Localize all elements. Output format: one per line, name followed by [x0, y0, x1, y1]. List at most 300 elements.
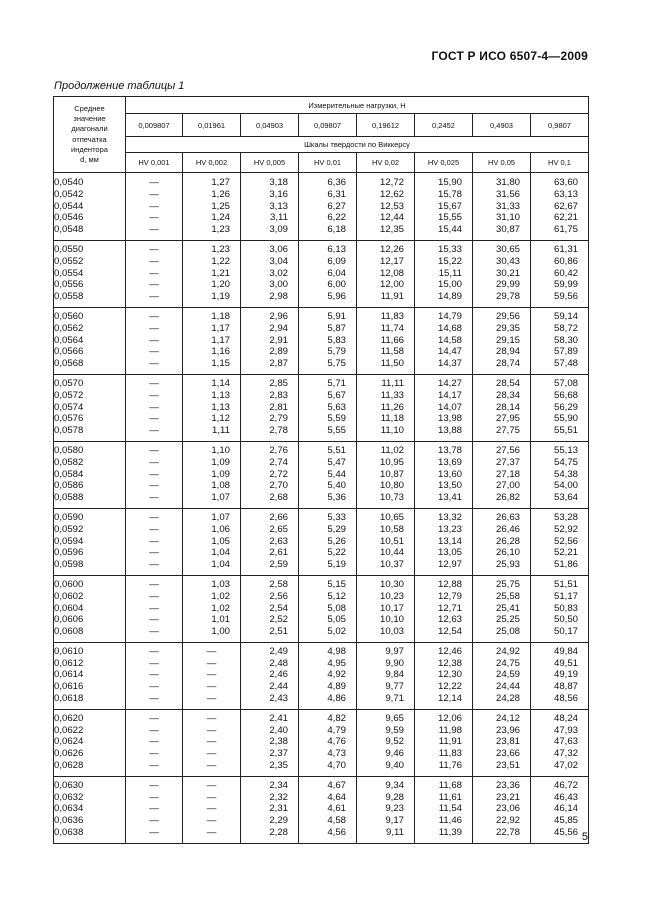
- hardness-cell: 6,00: [299, 279, 357, 291]
- table-header: [54, 97, 589, 173]
- hardness-cell: —: [126, 390, 183, 402]
- hardness-cell: 10,03: [357, 626, 415, 642]
- hardness-cell: 47,63: [531, 736, 589, 748]
- scale-header: HV 0,05: [473, 153, 531, 173]
- hardness-cell: 9,23: [357, 803, 415, 815]
- hardness-cell: 2,43: [241, 693, 299, 709]
- diagonal-cell: 0,0578: [54, 425, 126, 441]
- hardness-cell: —: [126, 614, 183, 626]
- diagonal-cell: 0,0586: [54, 480, 126, 492]
- hardness-cell: —: [183, 803, 241, 815]
- diagonal-cell: 0,0610: [54, 642, 126, 657]
- hardness-cell: 2,56: [241, 591, 299, 603]
- hardness-cell: 4,79: [299, 725, 357, 737]
- hardness-cell: 1,06: [183, 524, 241, 536]
- hardness-cell: 12,38: [415, 658, 473, 670]
- hardness-cell: 2,49: [241, 642, 299, 657]
- hardness-cell: 2,46: [241, 669, 299, 681]
- hardness-cell: 12,97: [415, 559, 473, 575]
- diagonal-header-line: d, мм: [80, 154, 99, 164]
- hardness-cell: 28,74: [473, 358, 531, 374]
- hardness-cell: 29,99: [473, 279, 531, 291]
- hardness-cell: 2,65: [241, 524, 299, 536]
- table-row: [54, 469, 589, 481]
- hardness-cell: 56,29: [531, 402, 589, 414]
- diagonal-header-line: Среднее: [74, 103, 105, 113]
- table-row: [54, 603, 589, 615]
- hardness-cell: 9,84: [357, 669, 415, 681]
- hardness-cell: 31,56: [473, 189, 531, 201]
- hardness-cell: 9,46: [357, 748, 415, 760]
- hardness-cell: 2,70: [241, 480, 299, 492]
- hardness-cell: 4,92: [299, 669, 357, 681]
- table-row: [54, 240, 589, 255]
- diagonal-cell: 0,0552: [54, 256, 126, 268]
- hardness-cell: 59,99: [531, 279, 589, 291]
- hardness-cell: —: [126, 603, 183, 615]
- scale-header: HV 0,001: [126, 153, 183, 173]
- hardness-cell: 1,20: [183, 279, 241, 291]
- hardness-cell: 24,59: [473, 669, 531, 681]
- hardness-cell: —: [126, 441, 183, 456]
- hardness-cell: 12,88: [415, 575, 473, 590]
- hardness-cell: 62,21: [531, 212, 589, 224]
- hardness-cell: 23,66: [473, 748, 531, 760]
- diagonal-cell: 0,0622: [54, 725, 126, 737]
- table-row: [54, 725, 589, 737]
- diagonal-cell: 0,0638: [54, 827, 126, 843]
- hardness-cell: 25,93: [473, 559, 531, 575]
- hardness-cell: —: [126, 256, 183, 268]
- hardness-cell: —: [126, 413, 183, 425]
- diagonal-cell: 0,0540: [54, 177, 126, 189]
- table-row: [54, 425, 589, 441]
- diagonal-cell: 0,0560: [54, 307, 126, 322]
- hardness-cell: 5,67: [299, 390, 357, 402]
- table-row: [54, 492, 589, 508]
- row-group: [54, 374, 589, 441]
- hardness-cell: —: [126, 469, 183, 481]
- hardness-cell: 5,91: [299, 307, 357, 322]
- table-row: [54, 413, 589, 425]
- hardness-cell: 60,42: [531, 268, 589, 280]
- hardness-cell: 11,54: [415, 803, 473, 815]
- hardness-cell: 3,11: [241, 212, 299, 224]
- table-row: [54, 792, 589, 804]
- hardness-cell: 47,02: [531, 760, 589, 776]
- hardness-cell: 14,89: [415, 291, 473, 307]
- hardness-cell: 1,15: [183, 358, 241, 374]
- table-row: [54, 776, 589, 791]
- diagonal-cell: 0,0564: [54, 335, 126, 347]
- hardness-cell: 1,07: [183, 508, 241, 523]
- hardness-cell: 1,14: [183, 374, 241, 389]
- hardness-cell: 1,23: [183, 240, 241, 255]
- hardness-cell: —: [126, 693, 183, 709]
- hardness-cell: 4,61: [299, 803, 357, 815]
- hardness-cell: 11,91: [415, 736, 473, 748]
- hardness-cell: 12,30: [415, 669, 473, 681]
- hardness-cell: 5,33: [299, 508, 357, 523]
- hardness-cell: 9,77: [357, 681, 415, 693]
- diagonal-cell: 0,0616: [54, 681, 126, 693]
- diagonal-cell: 0,0542: [54, 189, 126, 201]
- hardness-cell: 13,23: [415, 524, 473, 536]
- hardness-cell: —: [183, 827, 241, 843]
- hardness-cell: 11,68: [415, 776, 473, 791]
- hardness-cell: 14,27: [415, 374, 473, 389]
- hardness-cell: —: [126, 709, 183, 724]
- hardness-cell: 51,86: [531, 559, 589, 575]
- hardness-cell: 25,08: [473, 626, 531, 642]
- hardness-cell: 12,22: [415, 681, 473, 693]
- hardness-cell: —: [126, 725, 183, 737]
- hardness-cell: 31,10: [473, 212, 531, 224]
- hardness-cell: 5,26: [299, 536, 357, 548]
- diagonal-cell: 0,0594: [54, 536, 126, 548]
- hardness-cell: 3,09: [241, 224, 299, 240]
- hardness-cell: 14,07: [415, 402, 473, 414]
- hardness-cell: 6,22: [299, 212, 357, 224]
- hardness-cell: 60,86: [531, 256, 589, 268]
- hardness-cell: 12,26: [357, 240, 415, 255]
- hardness-cell: 1,11: [183, 425, 241, 441]
- hardness-cell: 63,13: [531, 189, 589, 201]
- hardness-cell: 9,90: [357, 658, 415, 670]
- hardness-cell: —: [126, 508, 183, 523]
- hardness-cell: 53,64: [531, 492, 589, 508]
- hardness-cell: 3,04: [241, 256, 299, 268]
- hardness-cell: —: [183, 815, 241, 827]
- hardness-cell: 1,01: [183, 614, 241, 626]
- hardness-cell: —: [183, 760, 241, 776]
- hardness-cell: 48,56: [531, 693, 589, 709]
- hardness-cell: 14,37: [415, 358, 473, 374]
- hardness-cell: 52,56: [531, 536, 589, 548]
- hardness-cell: 1,04: [183, 547, 241, 559]
- hardness-cell: 2,40: [241, 725, 299, 737]
- diagonal-cell: 0,0544: [54, 201, 126, 213]
- row-group: [54, 508, 589, 575]
- hardness-cell: —: [126, 626, 183, 642]
- table-row: [54, 748, 589, 760]
- hardness-cell: 26,46: [473, 524, 531, 536]
- hardness-cell: —: [126, 736, 183, 748]
- hardness-cell: —: [126, 547, 183, 559]
- hardness-cell: 24,92: [473, 642, 531, 657]
- document-header: ГОСТ Р ИСО 6507-4—2009: [431, 49, 588, 63]
- hardness-cell: 12,14: [415, 693, 473, 709]
- hardness-cell: 47,93: [531, 725, 589, 737]
- hardness-cell: 12,79: [415, 591, 473, 603]
- hardness-cell: 13,60: [415, 469, 473, 481]
- hardness-cell: 26,82: [473, 492, 531, 508]
- hardness-cell: 12,08: [357, 268, 415, 280]
- scales-row: [54, 153, 589, 173]
- hardness-cell: 2,32: [241, 792, 299, 804]
- hardness-cell: 13,41: [415, 492, 473, 508]
- load-value-header: 0,009807: [126, 114, 183, 137]
- hardness-cell: 27,95: [473, 413, 531, 425]
- hardness-cell: 26,28: [473, 536, 531, 548]
- table-row: [54, 189, 589, 201]
- hardness-cell: 1,12: [183, 413, 241, 425]
- hardness-cell: 27,00: [473, 480, 531, 492]
- table-row: [54, 224, 589, 240]
- row-group: [54, 642, 589, 709]
- hardness-cell: 2,38: [241, 736, 299, 748]
- hardness-cell: —: [126, 177, 183, 189]
- hardness-cell: 2,63: [241, 536, 299, 548]
- hardness-cell: 29,35: [473, 323, 531, 335]
- diagonal-cell: 0,0588: [54, 492, 126, 508]
- diagonal-cell: 0,0554: [54, 268, 126, 280]
- hardness-cell: 58,30: [531, 335, 589, 347]
- diagonal-cell: 0,0550: [54, 240, 126, 255]
- hardness-cell: 12,54: [415, 626, 473, 642]
- scale-header: HV 0,1: [531, 153, 589, 173]
- hardness-cell: 5,75: [299, 358, 357, 374]
- table-row: [54, 669, 589, 681]
- hardness-cell: 49,19: [531, 669, 589, 681]
- loads-header: Измерительные нагрузки, Н: [126, 97, 589, 114]
- hardness-cell: 50,83: [531, 603, 589, 615]
- hardness-cell: 1,09: [183, 457, 241, 469]
- hardness-cell: 1,08: [183, 480, 241, 492]
- hardness-cell: 15,33: [415, 240, 473, 255]
- hardness-cell: 2,74: [241, 457, 299, 469]
- hardness-cell: 9,52: [357, 736, 415, 748]
- hardness-cell: 5,83: [299, 335, 357, 347]
- hardness-cell: 10,58: [357, 524, 415, 536]
- table-row: [54, 402, 589, 414]
- hardness-cell: 5,15: [299, 575, 357, 590]
- hardness-cell: 27,18: [473, 469, 531, 481]
- hardness-cell: 13,98: [415, 413, 473, 425]
- hardness-cell: 14,79: [415, 307, 473, 322]
- diagonal-cell: 0,0614: [54, 669, 126, 681]
- hardness-cell: —: [126, 307, 183, 322]
- diagonal-cell: 0,0576: [54, 413, 126, 425]
- hardness-cell: 10,17: [357, 603, 415, 615]
- hardness-cell: 11,98: [415, 725, 473, 737]
- table-row: [54, 575, 589, 590]
- diagonal-cell: 0,0608: [54, 626, 126, 642]
- hardness-cell: 54,75: [531, 457, 589, 469]
- hardness-cell: 1,18: [183, 307, 241, 322]
- hardness-cell: 5,29: [299, 524, 357, 536]
- hardness-cell: 10,23: [357, 591, 415, 603]
- hardness-cell: —: [183, 748, 241, 760]
- hardness-cell: 28,54: [473, 374, 531, 389]
- hardness-cell: 13,32: [415, 508, 473, 523]
- hardness-cell: 62,67: [531, 201, 589, 213]
- hardness-cell: 1,24: [183, 212, 241, 224]
- diagonal-cell: 0,0612: [54, 658, 126, 670]
- hardness-cell: 11,02: [357, 441, 415, 456]
- diagonal-cell: 0,0566: [54, 346, 126, 358]
- row-group: [54, 307, 589, 374]
- diagonal-cell: 0,0546: [54, 212, 126, 224]
- hardness-cell: —: [183, 725, 241, 737]
- hardness-cell: 50,17: [531, 626, 589, 642]
- hardness-cell: 13,78: [415, 441, 473, 456]
- diagonal-cell: 0,0562: [54, 323, 126, 335]
- hardness-cell: —: [126, 642, 183, 657]
- hardness-cell: 3,13: [241, 201, 299, 213]
- hardness-cell: 25,75: [473, 575, 531, 590]
- hardness-cell: 9,28: [357, 792, 415, 804]
- row-group: [54, 177, 589, 240]
- hardness-cell: 15,00: [415, 279, 473, 291]
- hardness-cell: 1,22: [183, 256, 241, 268]
- hardness-cell: 51,51: [531, 575, 589, 590]
- hardness-cell: 10,73: [357, 492, 415, 508]
- hardness-cell: —: [126, 323, 183, 335]
- hardness-cell: 2,83: [241, 390, 299, 402]
- hardness-cell: 5,08: [299, 603, 357, 615]
- hardness-cell: —: [126, 748, 183, 760]
- hardness-cell: —: [126, 268, 183, 280]
- diagonal-cell: 0,0570: [54, 374, 126, 389]
- hardness-cell: 48,24: [531, 709, 589, 724]
- hardness-cell: 9,65: [357, 709, 415, 724]
- load-value-header: 0,09807: [299, 114, 357, 137]
- table-row: [54, 441, 589, 456]
- hardness-table: [53, 96, 589, 844]
- hardness-cell: 11,11: [357, 374, 415, 389]
- hardness-cell: 27,56: [473, 441, 531, 456]
- hardness-cell: 10,10: [357, 614, 415, 626]
- hardness-cell: 12,44: [357, 212, 415, 224]
- hardness-cell: 50,50: [531, 614, 589, 626]
- hardness-cell: 1,23: [183, 224, 241, 240]
- hardness-cell: 5,71: [299, 374, 357, 389]
- hardness-cell: 55,51: [531, 425, 589, 441]
- table-row: [54, 736, 589, 748]
- diagonal-cell: 0,0574: [54, 402, 126, 414]
- diagonal-header-line: отпечатка: [72, 134, 107, 144]
- hardness-cell: 14,58: [415, 335, 473, 347]
- hardness-cell: 61,75: [531, 224, 589, 240]
- hardness-cell: 11,83: [357, 307, 415, 322]
- hardness-cell: 1,25: [183, 201, 241, 213]
- hardness-cell: 6,36: [299, 177, 357, 189]
- hardness-cell: 1,02: [183, 591, 241, 603]
- hardness-cell: 2,52: [241, 614, 299, 626]
- table-row: [54, 201, 589, 213]
- hardness-cell: 4,58: [299, 815, 357, 827]
- hardness-cell: 11,46: [415, 815, 473, 827]
- hardness-cell: —: [183, 642, 241, 657]
- hardness-cell: 23,06: [473, 803, 531, 815]
- table-row: [54, 374, 589, 389]
- hardness-cell: 2,96: [241, 307, 299, 322]
- hardness-cell: 2,98: [241, 291, 299, 307]
- hardness-cell: 10,30: [357, 575, 415, 590]
- hardness-cell: 2,35: [241, 760, 299, 776]
- hardness-cell: 2,68: [241, 492, 299, 508]
- table-row: [54, 335, 589, 347]
- hardness-cell: 3,16: [241, 189, 299, 201]
- hardness-cell: 12,06: [415, 709, 473, 724]
- table-row: [54, 212, 589, 224]
- hardness-cell: 54,00: [531, 480, 589, 492]
- hardness-cell: —: [126, 279, 183, 291]
- hardness-cell: 57,89: [531, 346, 589, 358]
- hardness-cell: 30,43: [473, 256, 531, 268]
- hardness-cell: 2,41: [241, 709, 299, 724]
- table-row: [54, 803, 589, 815]
- hardness-cell: 63,60: [531, 177, 589, 189]
- hardness-cell: 12,53: [357, 201, 415, 213]
- hardness-cell: 12,00: [357, 279, 415, 291]
- hardness-cell: —: [126, 591, 183, 603]
- table-row: [54, 524, 589, 536]
- hardness-cell: 25,58: [473, 591, 531, 603]
- hardness-cell: 13,14: [415, 536, 473, 548]
- hardness-cell: 15,22: [415, 256, 473, 268]
- hardness-cell: 1,16: [183, 346, 241, 358]
- hardness-cell: 6,09: [299, 256, 357, 268]
- hardness-cell: —: [126, 760, 183, 776]
- table-row: [54, 658, 589, 670]
- hardness-cell: 2,78: [241, 425, 299, 441]
- diagonal-cell: 0,0598: [54, 559, 126, 575]
- hardness-cell: 14,17: [415, 390, 473, 402]
- hardness-cell: 9,59: [357, 725, 415, 737]
- hardness-cell: 55,90: [531, 413, 589, 425]
- scale-header: HV 0,02: [357, 153, 415, 173]
- hardness-cell: 46,14: [531, 803, 589, 815]
- hardness-cell: 9,71: [357, 693, 415, 709]
- hardness-cell: —: [126, 201, 183, 213]
- hardness-cell: 14,68: [415, 323, 473, 335]
- hardness-cell: 3,00: [241, 279, 299, 291]
- hardness-cell: 1,17: [183, 335, 241, 347]
- hardness-cell: —: [126, 291, 183, 307]
- hardness-cell: 22,92: [473, 815, 531, 827]
- hardness-cell: —: [126, 792, 183, 804]
- hardness-cell: 23,81: [473, 736, 531, 748]
- hardness-cell: 13,88: [415, 425, 473, 441]
- hardness-cell: —: [183, 792, 241, 804]
- hardness-cell: 4,64: [299, 792, 357, 804]
- hardness-cell: 27,75: [473, 425, 531, 441]
- hardness-cell: 4,56: [299, 827, 357, 843]
- hardness-cell: 9,34: [357, 776, 415, 791]
- hardness-cell: —: [126, 374, 183, 389]
- hardness-cell: 9,11: [357, 827, 415, 843]
- diagonal-cell: 0,0580: [54, 441, 126, 456]
- table-row: [54, 559, 589, 575]
- hardness-cell: 2,79: [241, 413, 299, 425]
- hardness-cell: —: [126, 492, 183, 508]
- hardness-cell: 9,97: [357, 642, 415, 657]
- hardness-cell: —: [183, 736, 241, 748]
- hardness-cell: 49,51: [531, 658, 589, 670]
- hardness-cell: 5,51: [299, 441, 357, 456]
- hardness-cell: 15,55: [415, 212, 473, 224]
- hardness-cell: 61,31: [531, 240, 589, 255]
- hardness-cell: 6,27: [299, 201, 357, 213]
- diagonal-cell: 0,0624: [54, 736, 126, 748]
- hardness-cell: 1,04: [183, 559, 241, 575]
- table-row: [54, 591, 589, 603]
- hardness-cell: —: [183, 681, 241, 693]
- hardness-cell: 1,21: [183, 268, 241, 280]
- load-value-header: 0,2452: [415, 114, 473, 137]
